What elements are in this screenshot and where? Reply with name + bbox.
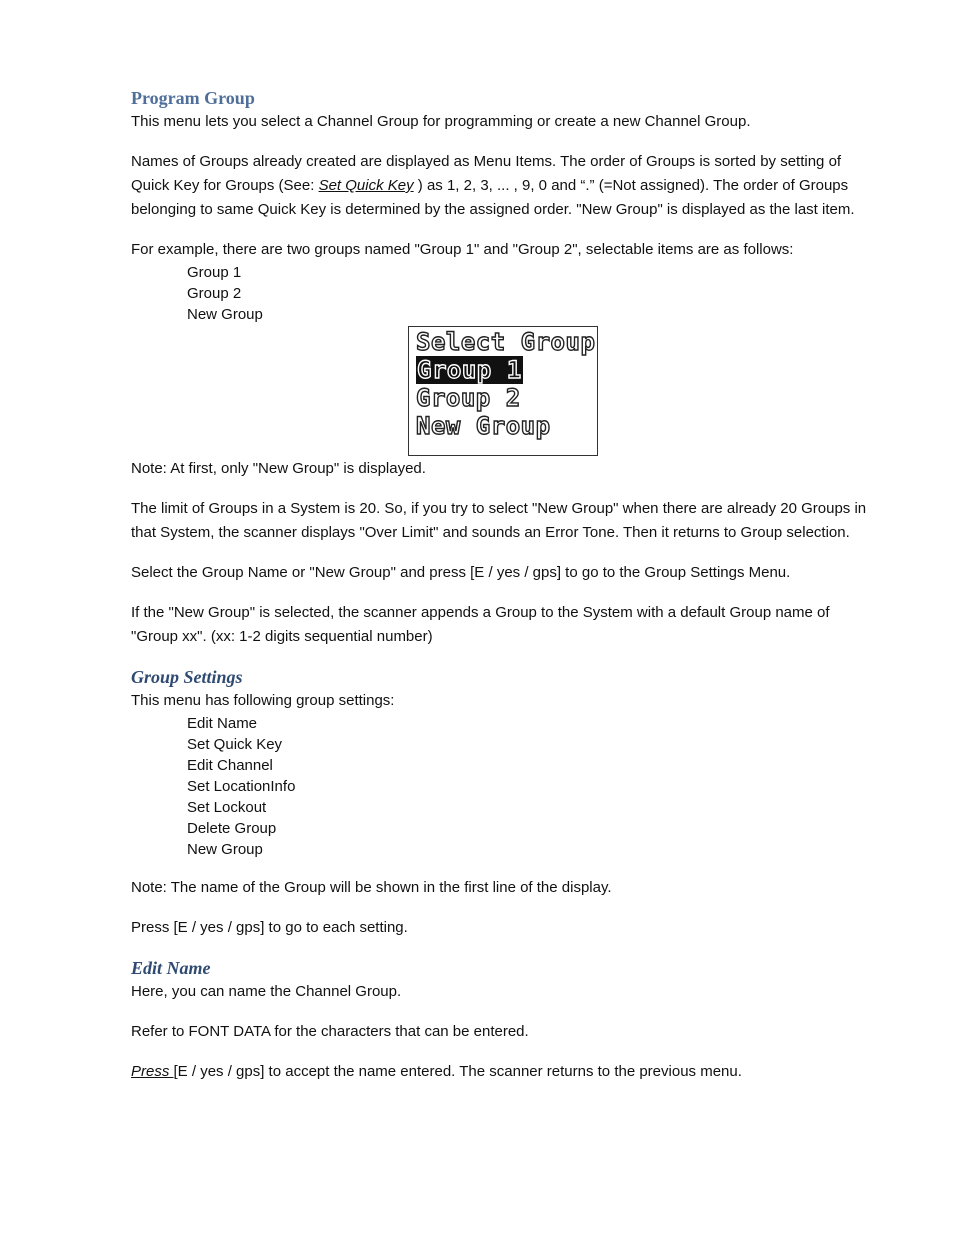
lcd-line: [416, 384, 597, 412]
lcd-line-selected: [416, 356, 597, 384]
list-item: Delete Group: [187, 820, 277, 837]
names-paragraph-pre: Names of Groups already created are displayed as Menu Items. The order of Groups is sorted by setting of Quick Key for Groups (See:: [131, 153, 842, 194]
list-item: New Group: [187, 306, 263, 323]
example-list: [131, 262, 876, 325]
set-quick-key-link[interactable]: Set Quick Key: [318, 177, 414, 194]
note-first: Note: At first, only "New Group" is displayed.: [131, 460, 426, 477]
edit-name-press-rest: [E / yes / gps] to accept the name entered. The scanner returns to the previous menu.: [173, 1063, 742, 1080]
lcd-line-text: Group 2: [416, 384, 521, 412]
lcd-line-text: Select Group: [416, 328, 596, 356]
list-item: Set Quick Key: [187, 736, 283, 753]
list-item: Edit Channel: [187, 757, 273, 774]
press-link[interactable]: Press: [131, 1063, 174, 1080]
edit-name-intro: Here, you can name the Channel Group.: [131, 983, 402, 1000]
names-paragraph-post: ) as 1, 2, 3, ... , 9, 0 and “.” (=Not assigned). The order of Groups belonging to same Quick Key is determined by the assigned order. "New Group" is displayed as the last item.: [131, 177, 855, 218]
group-settings-press: Press [E / yes / gps] to go to each setting.: [131, 919, 408, 936]
program-group-intro: This menu lets you select a Channel Group for programming or create a new Channel Group.: [131, 113, 751, 130]
font-data-paragraph: Refer to FONT DATA for the characters that can be entered.: [131, 1023, 529, 1040]
list-item: Group 1: [187, 264, 242, 281]
lcd-line-text: Group 1: [417, 356, 522, 384]
document-page: [131, 86, 876, 1084]
group-settings-intro: This menu has following group settings:: [131, 692, 395, 709]
select-paragraph: Select the Group Name or "New Group" and press [E / yes / gps] to go to the Group Settings Menu.: [131, 564, 791, 581]
list-item: Group 2: [187, 285, 242, 302]
group-settings-heading: Group Settings: [131, 667, 243, 687]
list-item: New Group: [187, 841, 263, 858]
group-settings-list: [131, 713, 876, 860]
program-group-heading: Program Group: [131, 88, 255, 108]
names-paragraph: [131, 150, 876, 222]
limit-paragraph: The limit of Groups in a System is 20. So, if you try to select "New Group" when there are already 20 Groups in that System, the scanner displays "Over Limit" and sounds an Error Tone. Then it returns to Group selection.: [131, 500, 867, 541]
lcd-line: [416, 412, 597, 440]
lcd-display: [408, 326, 598, 456]
lcd-line-text: New Group: [416, 412, 551, 440]
new-group-paragraph: If the "New Group" is selected, the scanner appends a Group to the System with a default Group name of "Group xx". (xx: 1-2 digits sequential number): [131, 604, 830, 645]
edit-name-heading: Edit Name: [131, 958, 211, 978]
list-item: Edit Name: [187, 715, 258, 732]
list-item: Set LocationInfo: [187, 778, 296, 795]
example-intro: For example, there are two groups named "Group 1" and "Group 2", selectable items are as follows:: [131, 241, 794, 258]
list-item: Set Lockout: [187, 799, 267, 816]
group-settings-note: Note: The name of the Group will be shown in the first line of the display.: [131, 879, 612, 896]
lcd-line-title: [416, 328, 597, 356]
lcd-figure: [131, 325, 876, 457]
edit-name-press: [131, 1060, 876, 1084]
